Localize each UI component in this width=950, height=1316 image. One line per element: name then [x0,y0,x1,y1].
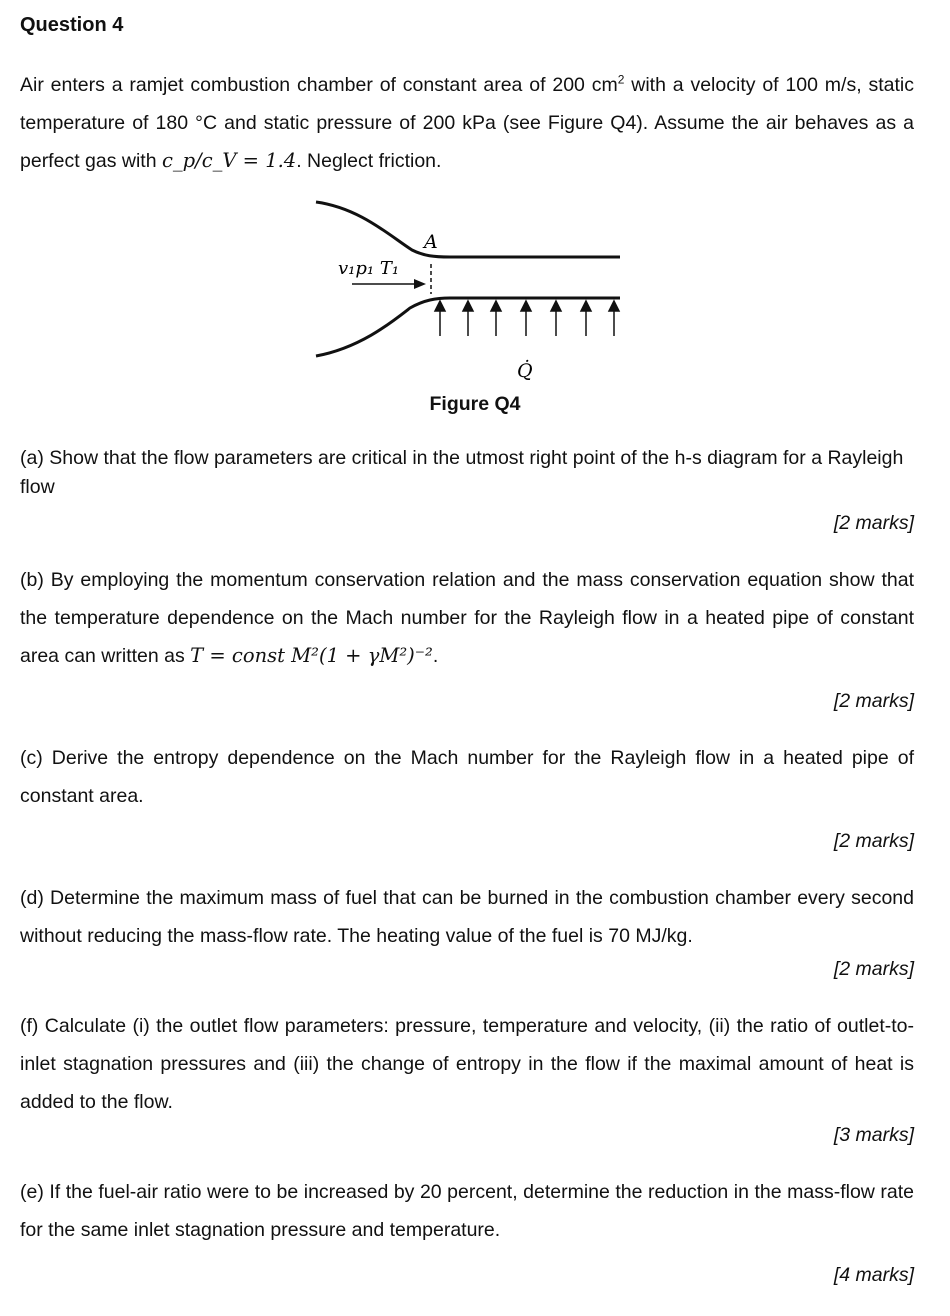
figure-q4-diagram [300,188,640,388]
section-label-a: A [424,231,438,253]
part-b-marks: [2 marks] [833,690,914,712]
part-c-text: (c) Derive the entropy dependence on the Mach number for the Rayleigh flow in a heated pipe of constant area. [20,747,914,807]
part-a-marks: [2 marks] [833,512,914,534]
area-exponent: 2 [617,72,625,87]
heat-arrows [435,301,619,336]
part-d-text: (d) Determine the maximum mass of fuel that can be burned in the combustion chamber every second without reducing the mass-flow rate. The heating value of the fuel is 70 MJ/kg. [20,887,914,947]
question-intro [20,66,914,180]
intro-text-3: . Neglect friction. [296,150,442,172]
part-c-marks: [2 marks] [833,830,914,852]
part-b-body: (b) By employing the momentum conservation relation and the mass conservation equation show that the temperature dependence on the Mach number for the Rayleigh flow in a heated pipe of constant area can written as [20,569,914,667]
heat-input-label: Q̇ [517,360,533,382]
part-e-text: (e) If the fuel-air ratio were to be increased by 20 percent, determine the reduction in the mass-flow rate for the same inlet stagnation pressure and temperature. [20,1181,914,1241]
temperature-formula: T = const M²(1 + γM²)⁻² [190,644,433,667]
inlet-conditions-label: v₁p₁ T₁ [338,258,400,279]
figure-caption: Figure Q4 [429,393,521,415]
part-e-marks: [4 marks] [833,1264,914,1286]
part-a-text: (a) Show that the flow parameters are critical in the utmost right point of the h-s diagram for a Rayleigh flow [20,447,904,498]
part-f-text: (f) Calculate (i) the outlet flow parameters: pressure, temperature and velocity, (ii) the ratio of outlet-to-inlet stagnation pressures and (iii) the change of entropy in the flow if the maximal amount of heat is added to the flow. [20,1015,914,1113]
nozzle-upper-wall [316,202,620,257]
part-b-end: . [432,645,439,667]
intro-text-1: Air enters a ramjet combustion chamber of constant area of 200 cm [20,74,618,96]
part-b-text [20,561,914,675]
question-title: Question 4 [20,14,124,36]
part-f-marks: [3 marks] [833,1124,914,1146]
intro-text-2: with a velocity of 100 m/s, static temperature of 180 °C and static pressure of 200 kPa (see Figure Q4). Assume the air behaves as a perfect gas with [20,74,914,172]
part-d-marks: [2 marks] [833,958,914,980]
gamma-formula: c_p/c_V = 1.4 [161,149,297,172]
